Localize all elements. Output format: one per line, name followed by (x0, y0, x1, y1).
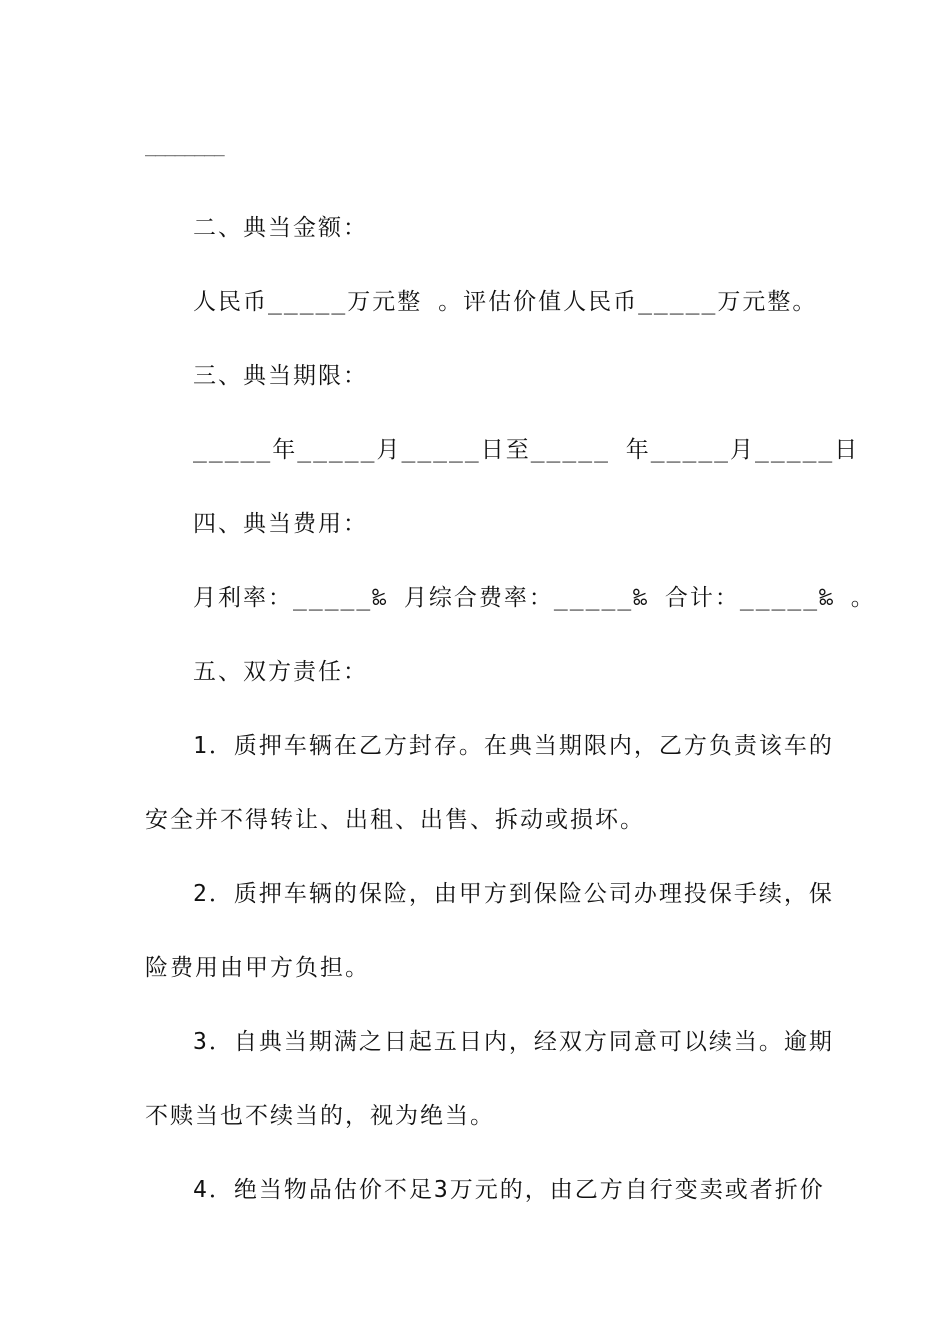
section-heading-amount: 二、典当金额： (193, 215, 368, 241)
term-date-line: _____年_____月_____日至_____ 年_____月_____日 (193, 437, 860, 463)
top-blank-text: ________ (145, 136, 224, 157)
section-heading-fees: 四、典当费用： (193, 511, 368, 537)
clause-2-line-2: 险费用由甲方负担。 (145, 955, 370, 981)
clause-3-line-2: 不赎当也不续当的，视为绝当。 (145, 1103, 495, 1129)
clause-4-line-1: 4．绝当物品估价不足3万元的，由乙方自行变卖或者折价 (193, 1177, 825, 1203)
section-heading-term: 三、典当期限： (193, 363, 368, 389)
section-heading-responsibilities: 五、双方责任： (193, 659, 368, 685)
clause-1-line-2: 安全并不得转让、出租、出售、拆动或损坏。 (145, 807, 645, 833)
fee-rate-line: 月利率：_____‰ 月综合费率：_____‰ 合计：_____‰ 。 (193, 585, 876, 611)
clause-1-line-1: 1．质押车辆在乙方封存。在典当期限内，乙方负责该车的 (193, 733, 834, 759)
clause-2-line-1: 2．质押车辆的保险，由甲方到保险公司办理投保手续，保 (193, 881, 834, 907)
amount-line: 人民币_____万元整 。评估价值人民币_____万元整。 (193, 289, 818, 315)
clause-3-line-1: 3．自典当期满之日起五日内，经双方同意可以续当。逾期 (193, 1029, 834, 1055)
